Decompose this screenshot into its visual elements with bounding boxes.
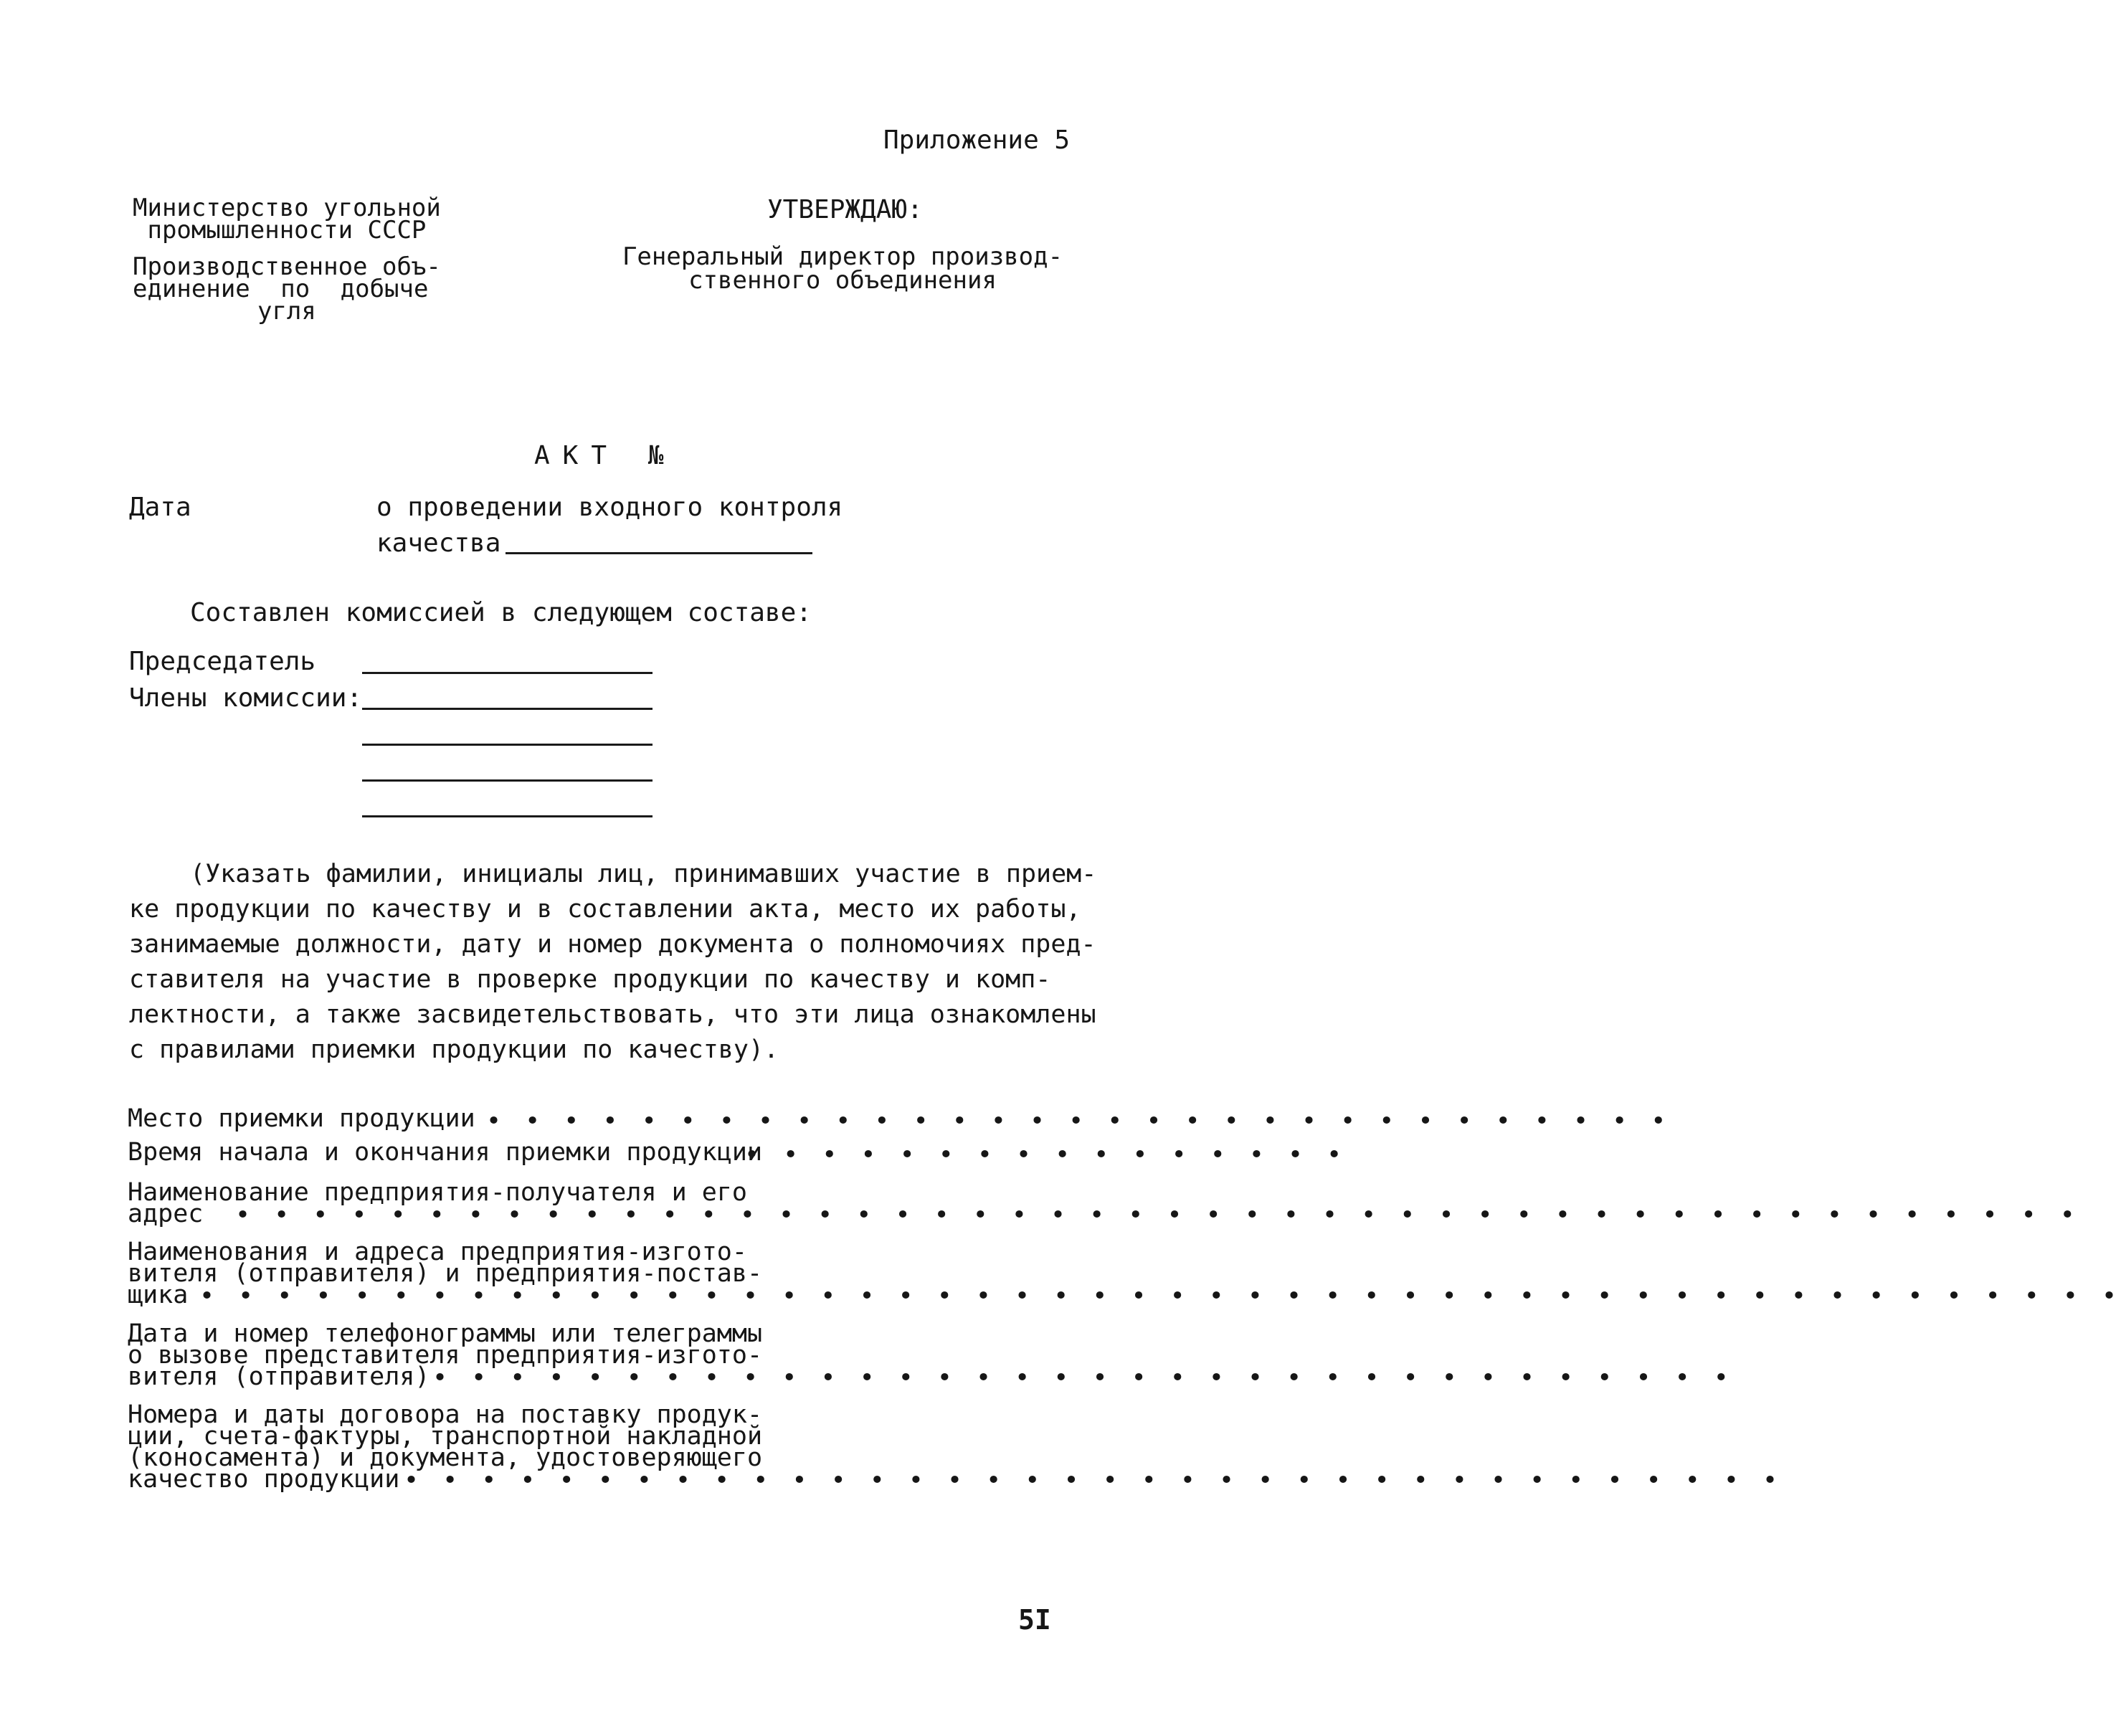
field-line: Номера и даты договора на поставку продук- <box>128 1400 763 1429</box>
field-acceptance-time <box>128 1138 1347 1170</box>
chairman-blank-line <box>362 672 653 674</box>
approver-line-2: ственного объединения <box>688 266 997 295</box>
members-label: Члены комиссии: <box>129 683 363 713</box>
member-blank-line-4 <box>362 815 653 817</box>
field-line: адрес <box>128 1200 204 1228</box>
instruction-line: с правилами приемки продукции по качеству). <box>129 1035 779 1064</box>
field-line: Время начала и окончания приемки продукции <box>128 1138 763 1167</box>
subtitle-line-1: о проведении входного контроля <box>376 493 843 522</box>
field-line: Дата и номер телефонограммы или телеграммы <box>128 1319 763 1348</box>
dot-leader: • • • • • • • • • • • • • • • • • • • • • • • • • • • • • • • • • • • • • • • • • • • • • • • • • • <box>199 1282 2121 1311</box>
subtitle-line-2: качества <box>376 528 501 558</box>
field-line: о вызове представителя предприятия-изгото- <box>128 1341 763 1370</box>
commission-intro: Составлен комиссией в следующем составе: <box>190 598 812 627</box>
dot-leader: • • • • • • • • • • • • • • • • • • • • • • • • • • • • • • • • • • <box>432 1364 1733 1393</box>
organization-block <box>133 194 441 326</box>
field-contract <box>128 1400 1783 1495</box>
association-line-2: единение по добыче <box>133 275 429 303</box>
instruction-line: лектности, а также засвидетельствовать, что эти лица ознакомлены <box>129 1000 1096 1029</box>
field-line: вителя (отправителя) и предприятия-постав- <box>128 1259 763 1288</box>
date-label: Дата <box>129 493 191 522</box>
instruction-line: занимаемые должности, дату и номер документа о полномочиях пред- <box>129 930 1096 959</box>
member-blank-line-1 <box>362 708 653 710</box>
member-blank-line-2 <box>362 744 653 746</box>
field-line: Наименования и адреса предприятия-изгото- <box>128 1238 747 1266</box>
field-acceptance-place <box>128 1104 1671 1136</box>
chairman-label: Председатель <box>129 647 316 676</box>
field-line: щика <box>128 1281 189 1309</box>
dot-leader: • • • • • • • • • • • • • • • • • • • • • • • • • • • • • • • • • • • • <box>404 1466 1783 1495</box>
field-line: (коносамента) и документа, удостоверяющего <box>128 1443 763 1472</box>
ministry-line-1: Министерство угольной <box>133 194 441 222</box>
field-recipient <box>128 1178 2079 1230</box>
dot-leader: • • • • • • • • • • • • • • • • • • • • • • • • • • • • • • • • • • • • • • • • • • • • • • • • <box>235 1201 2079 1230</box>
ministry-line-2: промышленности СССР <box>147 216 427 245</box>
field-line: вителя (отправителя) <box>128 1362 430 1391</box>
instruction-line: (Указать фамилии, инициалы лиц, принимавших участие в прием- <box>190 860 1097 888</box>
approver-line-1: Генеральный директор производ- <box>622 242 1063 271</box>
quality-blank-line <box>506 552 812 554</box>
field-manufacturer <box>128 1238 2121 1311</box>
page-number: 5I <box>1018 1604 1051 1636</box>
dot-leader: • • • • • • • • • • • • • • • • • • • • • • • • • • • • • • • <box>486 1107 1671 1136</box>
association-line-3: угля <box>257 297 316 326</box>
approver-block <box>617 242 1068 295</box>
field-line: Наименование предприятия-получателя и его <box>128 1178 747 1207</box>
field-line: Место приемки продукции <box>128 1104 475 1133</box>
approve-title: УТВЕРЖДАЮ: <box>767 195 923 224</box>
instruction-line: ке продукции по качеству и в составлении акта, место их работы, <box>129 895 1081 924</box>
appendix-label: Приложение 5 <box>883 125 1071 155</box>
association-line-1: Производственное объ- <box>133 252 441 281</box>
instruction-paragraph <box>129 857 1097 1068</box>
field-line: ции, счета-фактуры, транспортной накладной <box>128 1422 763 1451</box>
member-blank-line-3 <box>362 779 653 782</box>
dot-leader: • • • • • • • • • • • • • • • • <box>744 1141 1347 1170</box>
field-telegram <box>128 1319 1733 1393</box>
document-title: АКТ № <box>534 441 677 470</box>
instruction-line: ставителя на участие в проверке продукции по качеству и комп- <box>129 965 1051 994</box>
field-line: качество продукции <box>128 1465 400 1494</box>
